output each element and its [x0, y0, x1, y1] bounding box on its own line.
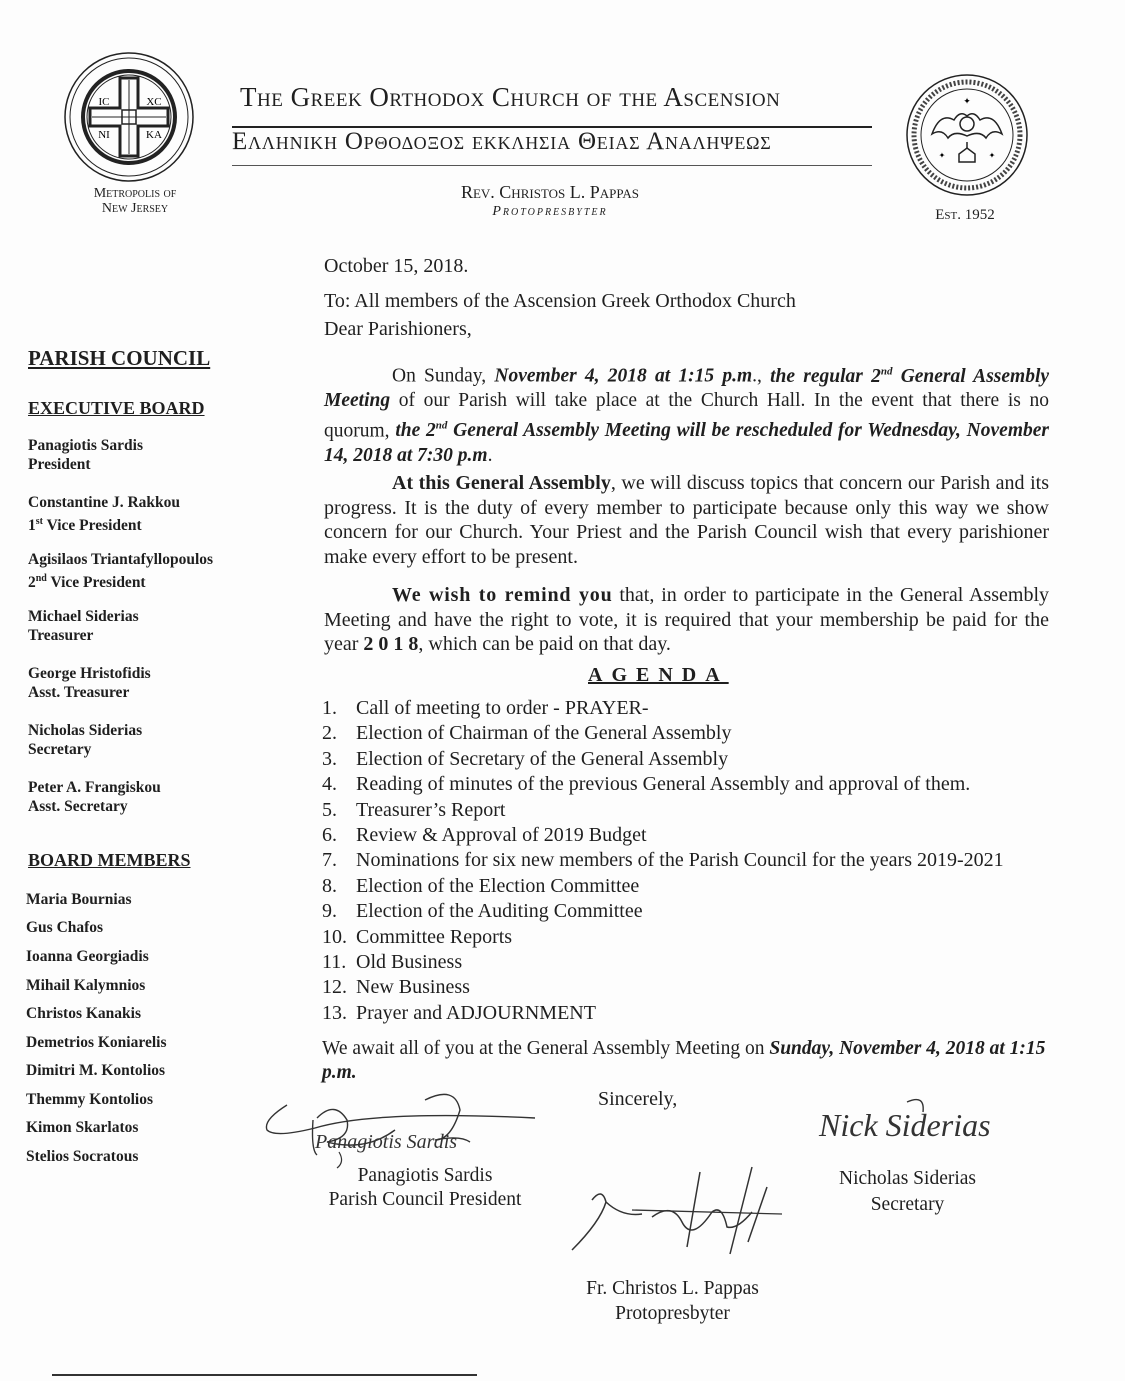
established-label: Est. 1952 — [935, 207, 995, 223]
signatory-title: Parish Council President — [328, 1189, 522, 1210]
priest-signature-block — [550, 1276, 795, 1326]
officer-entry — [28, 607, 139, 645]
agenda-item: 6. Review & Approval of 2019 Budget — [322, 823, 647, 846]
officer-name: Michael Siderias — [28, 608, 139, 625]
officer-entry — [28, 493, 180, 535]
footer-divider — [52, 1374, 477, 1376]
officer-role: Secretary — [28, 741, 92, 758]
signatory-title: Protopresbyter — [615, 1303, 730, 1324]
president-signature — [255, 1080, 555, 1175]
officer-entry — [28, 550, 213, 592]
signature-icon — [815, 1092, 1015, 1152]
officer-role: 2nd Vice President — [28, 573, 146, 592]
closing-invitation: We await all of you at the General Assembly Meeting on Sunday, November 4, 2018 at 1:15 p.m. — [322, 1038, 1046, 1083]
svg-text:Panagiotis Sardis: Panagiotis Sardis — [315, 1131, 458, 1153]
officer-entry — [28, 436, 143, 474]
agenda-item: 3. Election of Secretary of the General Assembly — [322, 747, 729, 770]
officer-entry — [28, 664, 151, 702]
svg-text:✦: ✦ — [938, 151, 946, 160]
signatory-name: Panagiotis Sardis — [357, 1165, 493, 1186]
board-member: Dimitri M. Kontolios — [26, 1062, 166, 1079]
board-member: Demetrios Koniarelis — [26, 1034, 167, 1051]
letter-salutation: Dear Parishioners, — [324, 318, 472, 340]
title-divider — [232, 165, 872, 166]
board-member: Maria Bournias — [26, 891, 132, 908]
signatory-name: Nicholas Siderias — [838, 1168, 976, 1189]
agenda-item: 8. Election of the Election Committee — [322, 874, 640, 897]
church-name-greek: Ελληνικη Ορθοδοξοσ εκκλησια Θειασ Αναληψεωσ — [232, 128, 772, 155]
priest-signature — [562, 1162, 792, 1267]
board-member: Themmy Kontolios — [26, 1091, 154, 1108]
secretary-signature — [815, 1092, 1015, 1157]
signatory-title: Secretary — [870, 1194, 945, 1215]
agenda-item: 1. Call of meeting to order - PRAYER- — [322, 697, 649, 719]
seal-glyph: NI — [98, 129, 110, 141]
secretary-signature-block — [800, 1166, 1015, 1218]
svg-text:✦: ✦ — [963, 96, 971, 106]
officer-name: Agisilaos Triantafyllopoulos — [28, 551, 214, 568]
officer-role: President — [28, 456, 91, 473]
svg-text:✦: ✦ — [988, 151, 996, 160]
signatory-name: Fr. Christos L. Pappas — [586, 1278, 759, 1299]
board-member: Stelios Socratous — [26, 1148, 139, 1165]
officer-entry — [28, 778, 161, 816]
board-member: Gus Chafos — [26, 919, 104, 936]
officer-name: Constantine J. Rakkou — [28, 494, 181, 511]
agenda-item: 13. Prayer and ADJOURNMENT — [322, 1001, 596, 1024]
officer-name: Peter A. Frangiskou — [28, 779, 161, 796]
officer-role: Asst. Secretary — [28, 798, 128, 815]
officer-role: Asst. Treasurer — [28, 684, 130, 701]
letter-date: October 15, 2018. — [324, 255, 469, 277]
seal-glyph: KA — [146, 129, 162, 141]
assembly-purpose: At this General Assembly, we will discuss topics that concern our Parish and its progress. It is the duty of every member to participate because only this way we show concern for our Church. Your Priest and the Parish Council wish that every parishioner make every effort to be present. — [324, 472, 1049, 568]
parish-council-heading: PARISH COUNCIL — [28, 346, 211, 370]
meeting-announcement: On Sunday, November 4, 2018 at 1:15 p.m., the regular 2nd General Assembly Meeting of our Parish will take place at the Church Hall. In the event that there is no quorum, the 2nd General Assembly Meeting will be rescheduled for Wednesday, November 14, 2018 at 7:30 p.m. — [324, 365, 1050, 466]
officer-name: George Hristofidis — [28, 665, 151, 682]
agenda-item: 12. New Business — [322, 976, 470, 999]
officer-role: 1st Vice President — [28, 516, 142, 535]
seal-glyph: XC — [146, 96, 162, 108]
signature-icon — [255, 1080, 555, 1170]
board-member: Christos Kanakis — [26, 1005, 141, 1022]
membership-reminder: We wish to remind you that, in order to participate in the General Assembly Meeting and have the right to vote, it is required that your membership be paid for the year 2 0 1 8, which can be paid on that day. — [324, 584, 1050, 655]
rev-title: Protopresbyter — [492, 204, 608, 219]
board-member: Ioanna Georgiadis — [26, 948, 149, 965]
officer-name: Nicholas Siderias — [28, 722, 143, 739]
board-member: Kimon Skarlatos — [26, 1119, 139, 1136]
agenda-item: 5. Treasurer’s Report — [322, 798, 506, 821]
officer-entry — [28, 721, 142, 759]
left-seal — [62, 50, 196, 184]
metropolis-label: Metropolis of New Jersey — [93, 186, 177, 216]
signature-icon — [562, 1162, 792, 1262]
agenda-item: 7. Nominations for six new members of the Parish Council for the years 2019-2021 — [322, 849, 1004, 872]
church-name: The Greek Orthodox Church of the Ascension — [240, 82, 781, 112]
church-seal-icon — [904, 72, 1030, 198]
board-member: Mihail Kalymnios — [26, 977, 146, 994]
agenda-item: 2. Election of Chairman of the General Assembly — [322, 722, 732, 745]
agenda-heading: AGENDA — [588, 664, 729, 686]
agenda-item: 4. Reading of minutes of the previous General Assembly and approval of them. — [322, 773, 971, 796]
cross-seal-icon — [62, 50, 196, 184]
seal-glyph: IC — [98, 96, 110, 108]
letter-recipient: To: All members of the Ascension Greek Orthodox Church — [324, 290, 796, 312]
sincerely-text: Sincerely, — [598, 1088, 678, 1110]
rev-name: Rev. Christos L. Pappas — [460, 182, 640, 202]
officer-name: Panagiotis Sardis — [28, 437, 143, 454]
agenda-item: 11. Old Business — [322, 950, 463, 973]
agenda-list — [322, 696, 1004, 1026]
right-seal — [904, 72, 1030, 198]
officer-role: Treasurer — [28, 627, 94, 644]
executive-board-heading: EXECUTIVE BOARD — [28, 398, 205, 418]
president-signature-block — [300, 1164, 550, 1212]
agenda-item: 9. Election of the Auditing Committee — [322, 900, 643, 923]
agenda-item: 10. Committee Reports — [322, 925, 513, 948]
svg-text:Nick Siderias: Nick Siderias — [819, 1107, 991, 1143]
board-members-heading: BOARD MEMBERS — [28, 850, 191, 870]
